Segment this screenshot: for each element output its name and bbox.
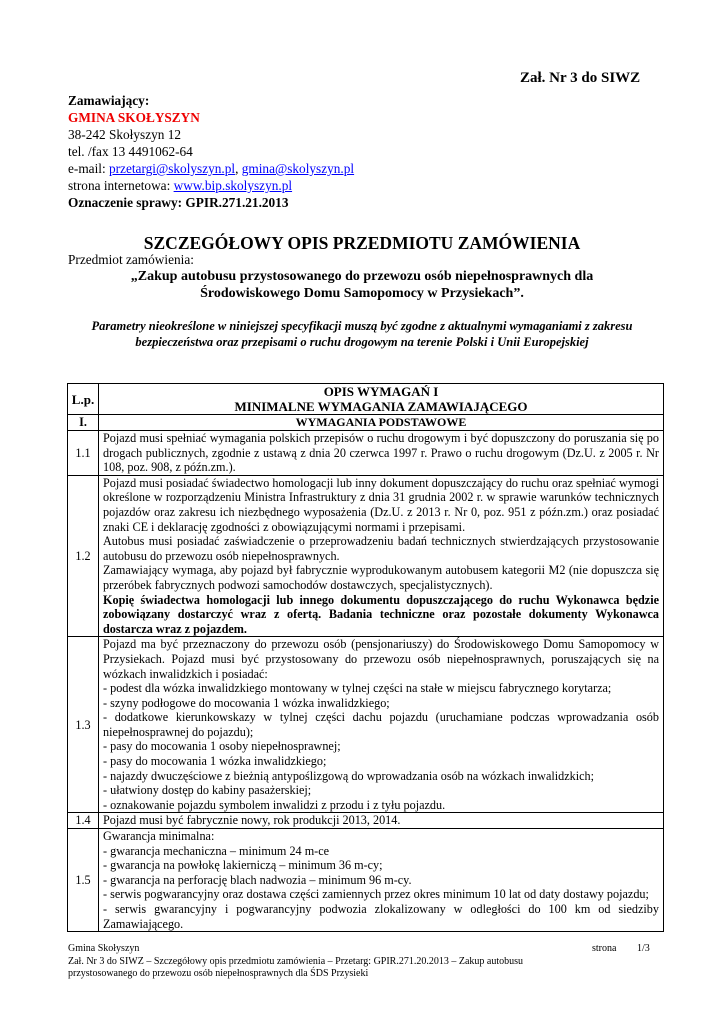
parameters-note-line-1: Parametry nieokreślone w niniejszej specyfikacji muszą być zgodne z aktualnymi wymaganiami z zakresu xyxy=(91,319,633,333)
list-item: - gwarancja mechaniczna – minimum 24 m-ce xyxy=(103,843,330,858)
row-text xyxy=(99,829,664,932)
email-line xyxy=(68,160,354,177)
row-text: Pojazd musi być fabrycznie nowy, rok produkcji 2013, 2014. xyxy=(99,813,664,829)
subject-line-2: Środowiskowego Domu Samopomocy w Przysiekach”. xyxy=(200,286,524,301)
phone: tel. /fax 13 4491062-64 xyxy=(68,144,193,159)
column-header-line-2: MINIMALNE WYMAGANIA ZAMAWIAJĄCEGO xyxy=(234,399,528,414)
row-number: 1.3 xyxy=(68,637,99,813)
list-item: - gwarancja na perforację blach nadwozia – minimum 96 m-cy. xyxy=(103,872,412,887)
page-count: 1/3 xyxy=(636,943,650,954)
row-number: 1.1 xyxy=(68,431,99,476)
footer xyxy=(68,943,668,981)
website-link[interactable]: www.bip.skolyszyn.pl xyxy=(173,178,293,193)
row-text: Pojazd musi spełniać wymagania polskich przepisów o ruchu drogowym i być dopuszczony do poruszania się po drogach publicznych, zgodnie z ustawą z dnia 20 czerwca 1997 r. Prawo o ruchu drogowym (Dz.U. z 2005 r. Nr 108, poz. 908, z późn.zm.). xyxy=(99,431,664,476)
list-item: - gwarancja na powłokę lakierniczą – minimum 36 m-cy; xyxy=(103,858,383,873)
website-label: strona internetowa: xyxy=(68,178,174,193)
column-header-line-1: OPIS WYMAGAŃ I xyxy=(323,384,439,399)
row-number: 1.2 xyxy=(68,475,99,637)
list-item: - oznakowanie pojazdu symbolem inwalidzi z przodu i z tyłu pojazdu. xyxy=(103,797,446,812)
list-item: - podest dla wózka inwalidzkiego montowany w tylnej części na stałe w miejscu fabrycznego korytarza; xyxy=(103,681,612,696)
parameters-note-line-2: bezpieczeństwa oraz przepisami o ruchu drogowym na terenie Polski i Unii Europejskiej xyxy=(135,335,589,349)
list-item: - serwis pogwarancyjny oraz dostawa części zamiennych przez okres minimum 10 lat od daty dostawy pojazdu; xyxy=(103,887,649,902)
email-separator: , xyxy=(235,161,242,176)
column-header-description xyxy=(99,384,664,415)
table-row xyxy=(68,829,664,932)
address: 38-242 Skołyszyn 12 xyxy=(68,127,182,142)
list-item: - pasy do mocowania 1 osoby niepełnosprawnej; xyxy=(103,739,341,754)
section-number: I. xyxy=(68,415,99,431)
annex-label: Zał. Nr 3 do SIWZ xyxy=(520,70,641,86)
section-title: WYMAGANIA PODSTAWOWE xyxy=(99,415,664,431)
email-link-gmina[interactable]: gmina@skolyszyn.pl xyxy=(241,161,355,176)
list-item: - szyny podłogowe do mocowania 1 wózka inwalidzkiego; xyxy=(103,695,390,710)
table-row xyxy=(68,637,664,813)
subject-label: Przedmiot zamówienia: xyxy=(68,252,194,267)
list-item: - serwis gwarancyjny i pogwarancyjny podwozia zlokalizowany w odległości do 100 km od siedziby Zamawiającego. xyxy=(103,902,659,931)
row-number: 1.4 xyxy=(68,813,99,829)
parameters-note xyxy=(60,318,664,350)
footer-line-3: przystosowanego do przewozu osób niepełnosprawnych dla ŚDS Przysieki xyxy=(68,968,369,979)
row-paragraph: Autobus musi posiadać zaświadczenie o przeprowadzeniu badań technicznych stwierdzających przystosowanie autobusu do przewozu osób niepełnosprawnych. xyxy=(103,534,659,563)
requirements-table xyxy=(67,383,664,932)
list-item: - dodatkowe kierunkowskazy w tylnej części dachu pojazdu (uruchamiane podczas wprowadzania osób niepełnosprawnej do pojazdu); xyxy=(103,710,659,739)
row-paragraph: Pojazd musi posiadać świadectwo homologacji lub inny dokument dopuszczający do ruchu oraz spełniać wymogi określone w rozporządzeniu Ministra Infrastruktury z dnia 31 grudnia 2002 r. w sprawie warunków technicznych pojazdów oraz zakresu ich niezbędnego wyposażenia (Dz.U. z 2013 r. Nr 0, poz. 951 z późn.zm.) oraz posiadać znaki CE i deklarację zgodności z obowiązującymi normami i przepisami. xyxy=(103,475,659,534)
table-row xyxy=(68,813,664,829)
row-text xyxy=(99,637,664,813)
table-header-row xyxy=(68,384,664,415)
list-item: - najazdy dwuczęściowe z bieżnią antypoślizgową do wprowadzania osób na wózkach inwalidzkich; xyxy=(103,768,595,783)
case-reference: Oznaczenie sprawy: GPIR.271.21.2013 xyxy=(68,195,289,210)
website-line xyxy=(68,177,354,194)
gmina-name: GMINA SKOŁYSZYN xyxy=(68,110,200,125)
email-link-przetargi[interactable]: przetargi@skolyszyn.pl xyxy=(108,161,236,176)
section-row xyxy=(68,415,664,431)
row-intro: Gwarancja minimalna: xyxy=(103,829,215,844)
page-number xyxy=(592,943,650,954)
row-number: 1.5 xyxy=(68,829,99,932)
list-item: - pasy do mocowania 1 wózka inwalidzkiego; xyxy=(103,754,327,769)
table-row xyxy=(68,431,664,476)
email-label: e-mail: xyxy=(68,161,109,176)
list-item: - ułatwiony dostęp do kabiny pasażerskiej; xyxy=(103,783,312,798)
footer-line-2: Zał. Nr 3 do SIWZ – Szczegółowy opis przedmiotu zamówienia – Przetarg: GPIR.271.20.2013 – Zakup autobusu xyxy=(68,955,524,967)
page-label: strona xyxy=(592,943,617,954)
row-text xyxy=(99,475,664,637)
row-paragraph: Zamawiający wymaga, aby pojazd był fabrycznie wyprodukowanym autobusem kategorii M2 (nie dopuszcza się przeróbek fabrycznych podwozi samochodów dostawczych, specjalistycznych). xyxy=(103,563,659,592)
contracting-authority-block xyxy=(68,92,354,211)
row-intro: Pojazd ma być przeznaczony do przewozu osób (pensjonariuszy) do Środowiskowego Domu Samopomocy w Przysiekach. Pojazd musi być przystosowany do przewozu osób niepełnosprawnych, poruszających się na wózkach inwalidzkich i posiadać: xyxy=(103,637,659,681)
footer-line-1: Gmina Skołyszyn xyxy=(68,943,140,954)
subject-line-1: „Zakup autobusu przystosowanego do przewozu osób niepełnosprawnych dla xyxy=(130,269,594,284)
document-title: SZCZEGÓŁOWY OPIS PRZEDMIOTU ZAMÓWIENIA xyxy=(143,233,581,253)
zamawiajacy-label: Zamawiający: xyxy=(68,93,150,108)
table-row xyxy=(68,475,664,637)
column-header-lp: L.p. xyxy=(68,384,99,415)
subject-text xyxy=(60,268,664,302)
row-paragraph-bold: Kopię świadectwa homologacji lub innego dokumentu dopuszczającego do ruchu Wykonawca będzie zobowiązany dostarczyć wraz z ofertą. Badania techniczne oraz pozostałe dokumenty Wykonawca dostarcza wraz z pojazdem. xyxy=(103,592,659,636)
